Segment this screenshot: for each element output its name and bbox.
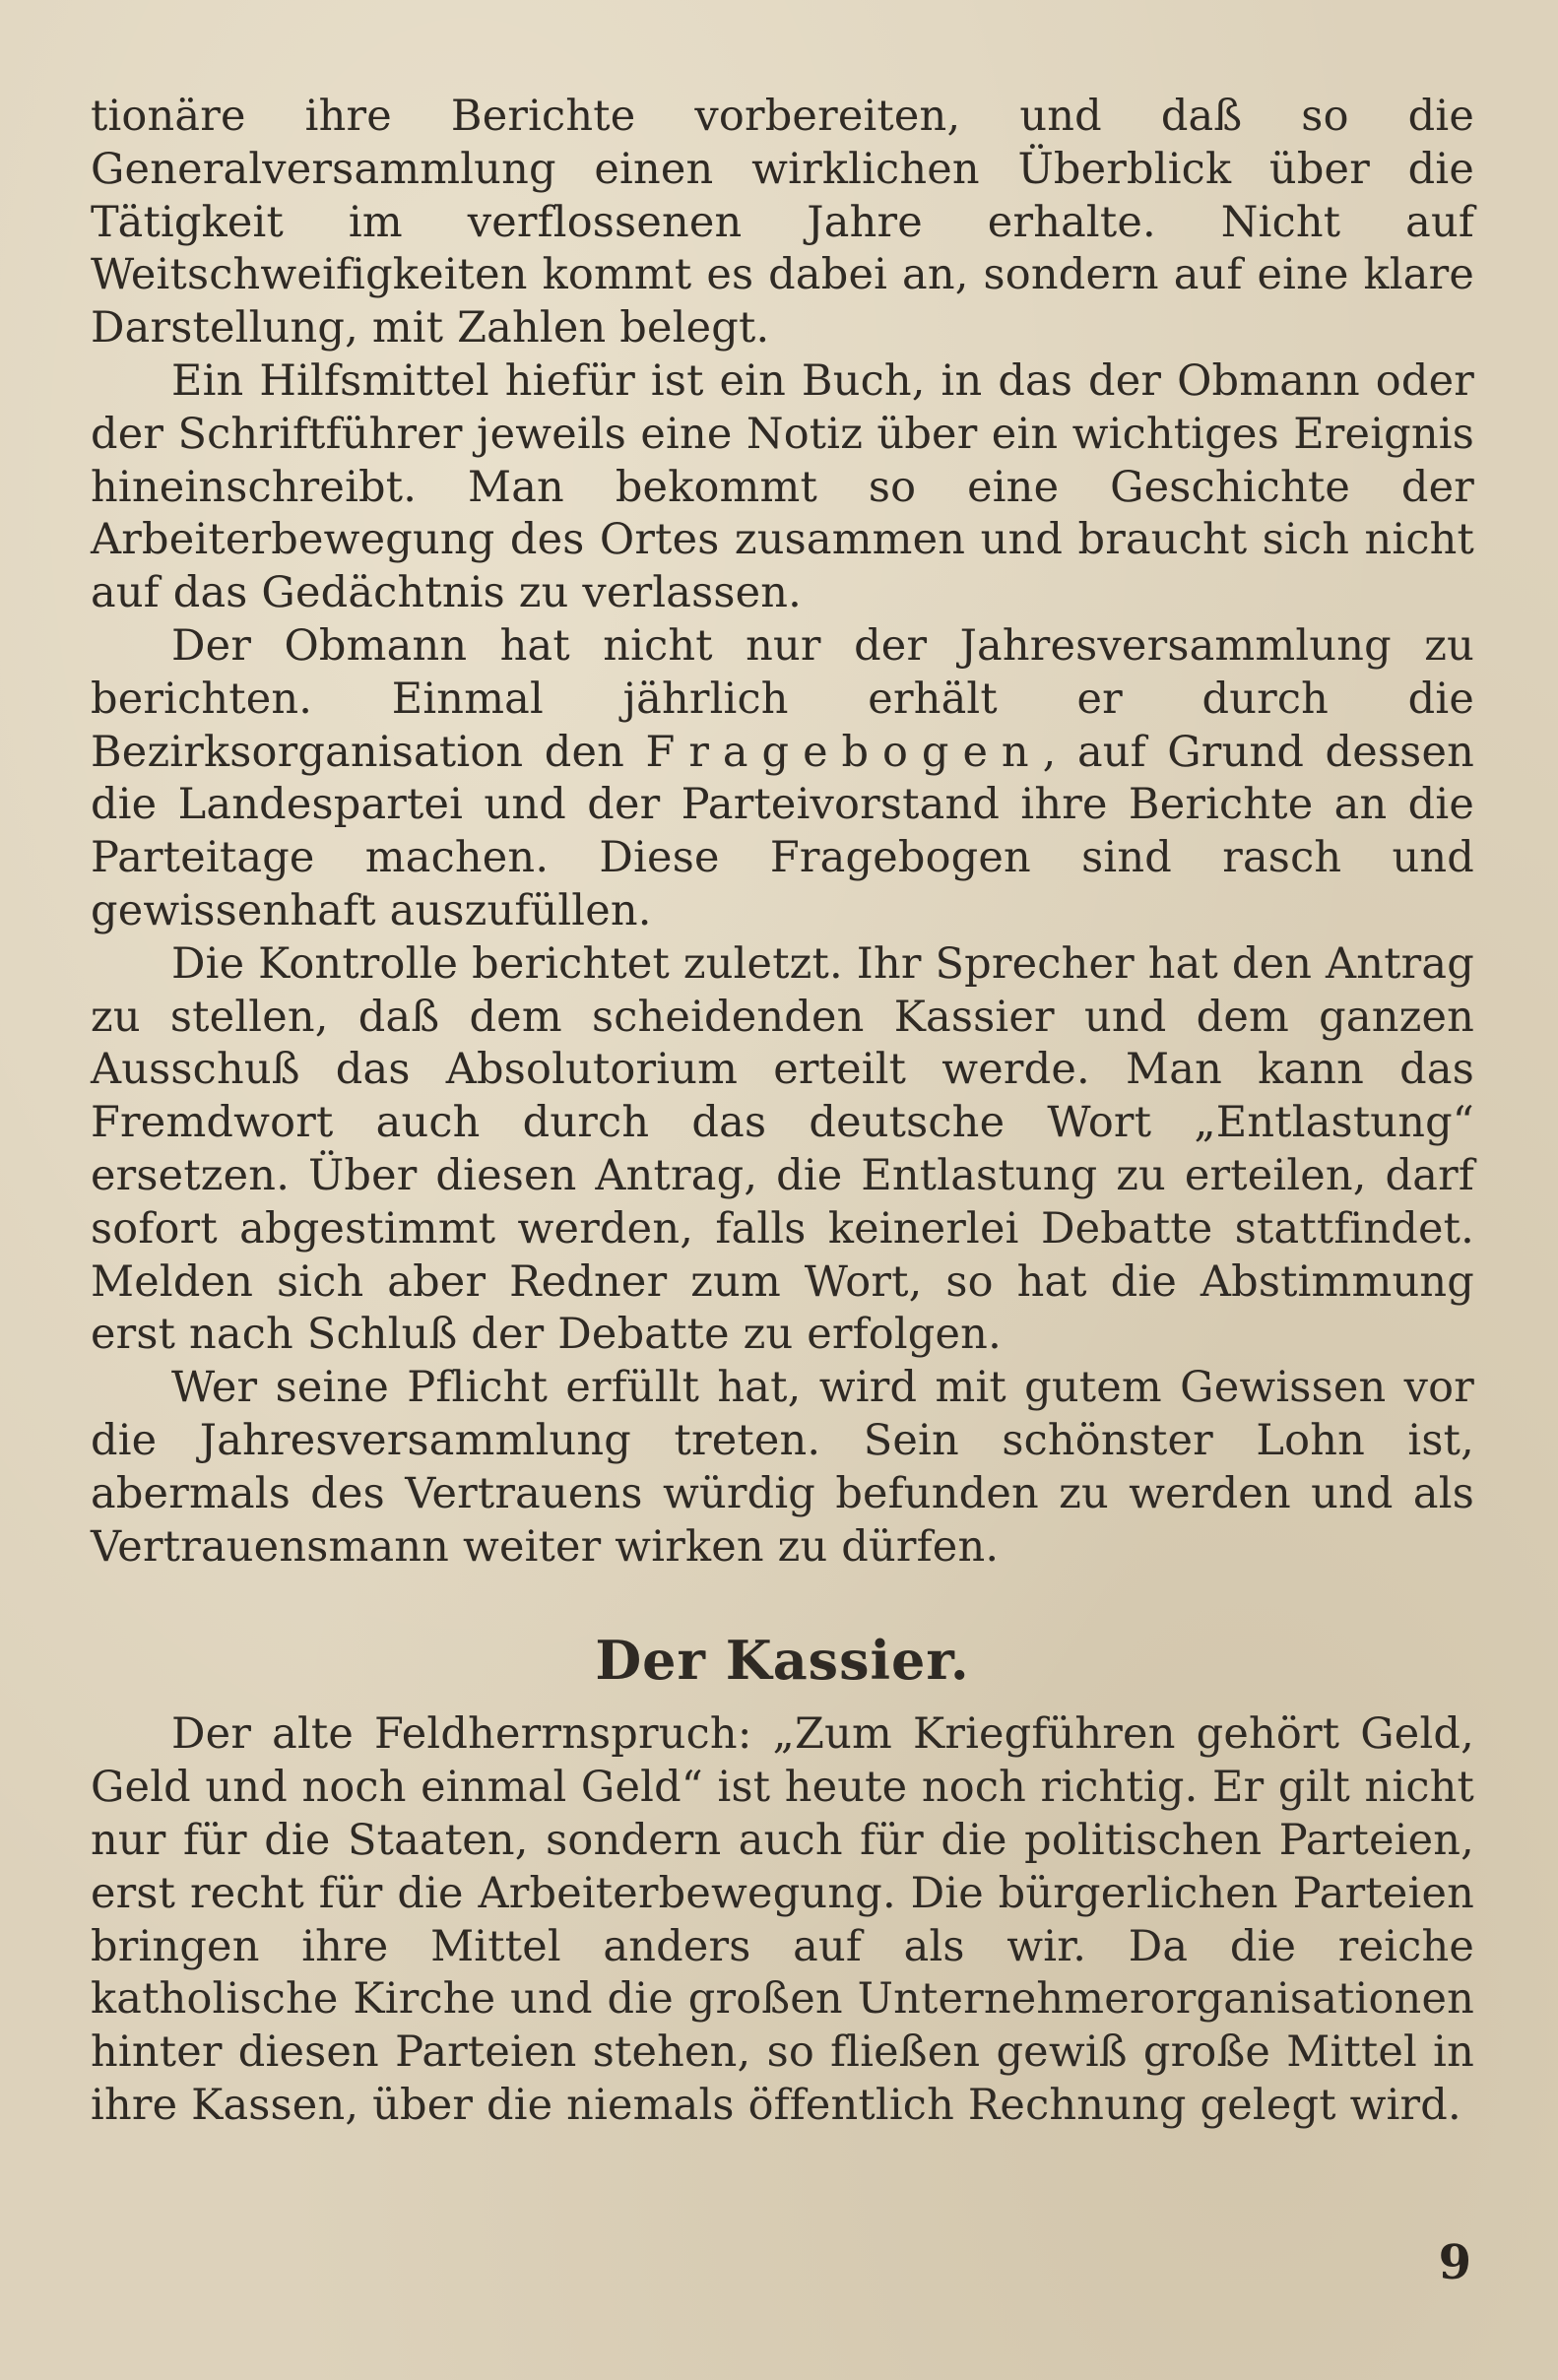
paragraph-obmann [91, 620, 1474, 938]
paragraph-kassier: Der alte Feldherrnspruch: „Zum Kriegführen gehört Geld, Geld und noch einmal Geld“ ist heute noch richtig. Er gilt nicht nur für die Staaten, sondern auch für die politischen Parteien, erst recht für die Arbeiterbewegung. Die bürgerlichen Parteien bringen ihre Mittel anders auf als wir. Da die reiche katholische Kirche und die großen Unternehmerorganisationen hinter diesen Parteien stehen, so fließen gewiß große Mittel in ihre Kassen, über die niemals öffentlich Rechnung gelegt wird. [91, 1709, 1474, 2130]
paragraph-pflicht: Wer seine Pflicht erfüllt hat, wird mit gutem Gewissen vor die Jahresversammlung treten. Sein schönster Lohn ist, abermals des Vertrauens würdig befunden zu werden und als Vertrauensmann weiter wirken zu dürfen. [91, 1363, 1474, 1572]
obmann-text-after: , auf Grund dessen die Landespartei und der Parteivorstand ihre Berichte an die Parteitage machen. Diese Fragebogen sind rasch und gewissenhaft auszufüllen. [91, 727, 1474, 935]
obmann-text-before: Der Obmann hat nicht nur der Jahresversammlung zu berichten. Einmal jährlich erhält er durch die Bezirksorganisation den [91, 620, 1474, 777]
paragraph-hilfsmittel: Ein Hilfsmittel hiefür ist ein Buch, in das der Obmann oder der Schriftführer jeweils eine Notiz über ein wichtiges Ereignis hineinschreibt. Man bekommt so eine Geschichte der Arbeiterbewegung des Ortes zusammen und braucht sich nicht auf das Gedächtnis zu verlassen. [91, 355, 1474, 618]
body-text [91, 91, 1474, 2133]
paragraph-general-assembly: tionäre ihre Berichte vorbereiten, und daß so die Generalversammlung einen wirklichen Überblick über die Tätigkeit im verflossenen Jahre erhalte. Nicht auf Weitschweifigkeiten kommt es dabei an, sondern auf eine klare Darstellung, mit Zahlen belegt. [91, 92, 1474, 354]
section-heading: Der Kassier. [595, 1629, 970, 1693]
page-number: 9 [1438, 2235, 1471, 2290]
paragraph-kontrolle: Die Kontrolle berichtet zuletzt. Ihr Sprecher hat den Antrag zu stellen, daß dem scheidenden Kassier und dem ganzen Ausschuß das Absolutorium erteilt werde. Man kann das Fremdwort auch durch das deutsche Wort „Entlastung“ ersetzen. Über diesen Antrag, die Entlastung zu erteilen, darf sofort abgestimmt werden, falls keinerlei Debatte stattfindet. Melden sich aber Redner zum Wort, so hat die Abstimmung erst nach Schluß der Debatte zu erfolgen. [91, 938, 1474, 1360]
spaced-word-fragebogen: Fragebogen [645, 727, 1043, 777]
